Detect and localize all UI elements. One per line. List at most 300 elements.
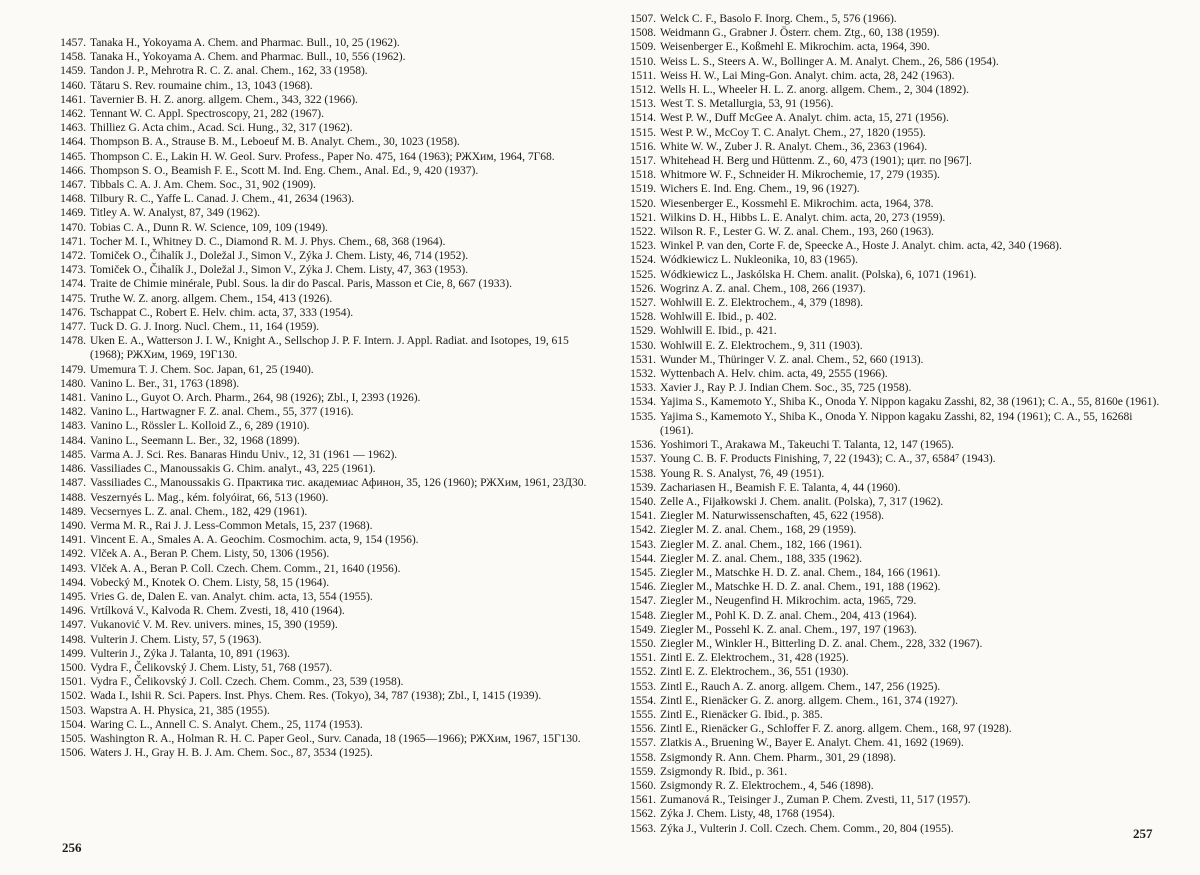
reference-entry [618,566,1163,580]
reference-number: 1530 . [618,339,656,353]
reference-text: Thilliez G. Acta chim., Acad. Sci. Hung., 32, 317 (1962). [90,121,353,135]
reference-text: Wohlwill E. Z. Elektrochem., 4, 379 (1898). [660,296,863,310]
reference-text: Verma M. R., Rai J. J. Less-Common Metals, 15, 237 (1968). [90,518,373,532]
reference-entry [618,140,1163,154]
reference-number: 1465 . [48,150,86,164]
reference-text: Zintl E., Rienäcker G. Ibid., p. 385. [660,707,823,721]
reference-number: 1479 . [48,363,86,377]
reference-entry [618,594,1163,608]
reference-number: 1494 . [48,576,86,590]
reference-text: Ziegler M., Pohl K. D. Z. anal. Chem., 204, 413 (1964). [660,608,917,622]
reference-entry [48,306,593,320]
reference-number: 1505 . [48,732,86,746]
reference-number: 1478 . [48,334,86,348]
reference-text: Truthe W. Z. anorg. allgem. Chem., 154, 413 (1926). [90,291,333,305]
reference-number: 1496 . [48,604,86,618]
reference-entry [618,12,1163,26]
reference-number: 1510 . [618,55,656,69]
reference-entry [618,310,1163,324]
reference-text: Wells H. L., Wheeler H. L. Z. anorg. allgem. Chem., 2, 304 (1892). [660,83,969,97]
reference-text: Tuck D. G. J. Inorg. Nucl. Chem., 11, 164 (1959). [90,320,319,334]
reference-text: Whitmore W. F., Schneider H. Mikrochemie, 17, 279 (1935). [660,168,940,182]
reference-text: Zsigmondy R. Ann. Chem. Pharm., 301, 29 (1898). [660,750,896,764]
reference-entry [618,26,1163,40]
reference-text: Zintl E. Z. Elektrochem., 36, 551 (1930). [660,665,849,679]
reference-number: 1509 . [618,40,656,54]
reference-entry [618,253,1163,267]
reference-number: 1531 . [618,353,656,367]
reference-entry [618,523,1163,537]
reference-entry [618,55,1163,69]
reference-entry [48,633,593,647]
reference-number: 1517 . [618,154,656,168]
reference-text: Zachariasen H., Beamish F. E. Talanta, 4, 44 (1960). [660,480,901,494]
reference-text: Tobias C. A., Dunn R. W. Science, 109, 109 (1949). [90,220,328,234]
reference-entry [618,509,1163,523]
reference-text: Zintl E., Rauch A. Z. anorg. allgem. Chem., 147, 256 (1925). [660,679,941,693]
reference-text: Weidmann G., Grabner J. Österr. chem. Ztg., 60, 138 (1959). [660,26,940,40]
reference-entry [618,623,1163,637]
reference-number: 1557 . [618,736,656,750]
reference-text: Vanino L., Guyot O. Arch. Pharm., 264, 98 (1926); Zbl., I, 2393 (1926). [90,391,421,405]
reference-entry [48,263,593,277]
reference-text: Winkel P. van den, Corte F. de, Speecke A., Hoste J. Analyt. chim. acta, 42, 340 (1968). [660,239,1062,253]
reference-number: 1481 . [48,391,86,405]
reference-number: 1553 . [618,680,656,694]
reference-text: Umemura T. J. Chem. Soc. Japan, 61, 25 (1940). [90,362,314,376]
reference-entry [618,467,1163,481]
reference-text: Wunder M., Thüringer V. Z. anal. Chem., 52, 660 (1913). [660,352,924,366]
reference-number: 1518 . [618,168,656,182]
reference-entry [618,538,1163,552]
reference-entry [48,647,593,661]
reference-number: 1484 . [48,434,86,448]
reference-entry [48,419,593,433]
reference-entry [618,452,1163,466]
left-page-number: 256 [62,840,82,855]
reference-number: 1488 . [48,491,86,505]
reference-entry [48,135,593,149]
reference-text: Tibbals C. A. J. Am. Chem. Soc., 31, 902 (1909). [90,178,316,192]
reference-entry [618,211,1163,225]
reference-text: Yoshimori T., Arakawa M., Takeuchi T. Talanta, 12, 147 (1965). [660,438,954,452]
reference-text: West P. W., Duff McGee A. Analyt. chim. acta, 15, 271 (1956). [660,111,949,125]
reference-number: 1543 . [618,538,656,552]
reference-text: Wiesenberger E., Kossmehl E. Mikrochim. acta, 1964, 378. [660,196,934,210]
reference-number: 1464 . [48,135,86,149]
reference-entry [48,547,593,561]
reference-number: 1551 . [618,651,656,665]
reference-text: West P. W., McCoy T. C. Analyt. Chem., 27, 1820 (1955). [660,125,926,139]
reference-text: Vecsernyes L. Z. anal. Chem., 182, 429 (1961). [90,504,308,518]
reference-number: 1559 . [618,765,656,779]
reference-entry [618,637,1163,651]
reference-entry [48,533,593,547]
reference-text: Vulterin J. Chem. Listy, 57, 5 (1963). [90,632,262,646]
reference-number: 1516 . [618,140,656,154]
reference-number: 1521 . [618,211,656,225]
reference-text: Vassiliades C., Manoussakis G. Chim. analyt., 43, 225 (1961). [90,462,376,476]
reference-entry [618,708,1163,722]
reference-text: Ziegler M., Matschke H. D. Z. anal. Chem., 184, 166 (1961). [660,565,941,579]
reference-text: Tschappat C., Robert E. Helv. chim. acta, 37, 333 (1954). [90,305,354,319]
reference-entry [618,268,1163,282]
reference-text: Tanaka H., Yokoyama A. Chem. and Pharmac. Bull., 10, 556 (1962). [90,50,406,64]
reference-text: Thompson B. A., Strause B. M., Leboeuf M. B. Analyt. Chem., 30, 1023 (1958). [90,135,460,149]
reference-number: 1492 . [48,547,86,561]
reference-text: Titley A. W. Analyst, 87, 349 (1962). [90,206,261,220]
reference-number: 1541 . [618,509,656,523]
reference-text: Vydra F., Čelikovský J. Chem. Listy, 51, 768 (1957). [90,660,333,674]
reference-text: Ziegler M. Z. anal. Chem., 168, 29 (1959). [660,523,857,537]
reference-number: 1523 . [618,239,656,253]
right-page-column [618,12,1163,836]
left-page-column [48,36,593,760]
reference-entry [48,661,593,675]
reference-text: Zlatkis A., Bruening W., Bayer E. Analyt. Chem. 41, 1692 (1969). [660,736,964,750]
reference-entry [618,680,1163,694]
reference-number: 1473 . [48,263,86,277]
reference-number: 1458 . [48,50,86,64]
reference-entry [48,121,593,135]
reference-text: Vanino L., Seemann L. Ber., 32, 1968 (1899). [90,433,300,447]
reference-text: Tomiček O., Čihalík J., Doležal J., Simon V., Zýka J. Chem. Listy, 46, 714 (1952). [90,249,469,263]
reference-number: 1514 . [618,111,656,125]
reference-text: Waring C. L., Annell C. S. Analyt. Chem., 25, 1174 (1953). [90,717,363,731]
reference-text: Weisenberger E., Koßmehl E. Mikrochim. acta, 1964, 390. [660,40,930,54]
reference-entry [618,410,1163,438]
reference-number: 1513 . [618,97,656,111]
reference-text: Tomiček O., Čihalík J., Doležal J., Simon V., Zýka J. Chem. Listy, 47, 363 (1953). [90,263,469,277]
reference-text: Vydra F., Čelikovský J. Coll. Czech. Chem. Comm., 23, 539 (1958). [90,675,404,689]
reference-entry [618,296,1163,310]
reference-number: 1548 . [618,609,656,623]
reference-text: Wogrinz A. Z. anal. Chem., 108, 266 (1937). [660,281,866,295]
reference-entry [618,381,1163,395]
reference-entry [618,552,1163,566]
reference-text: Wichers E. Ind. Eng. Chem., 19, 96 (1927). [660,182,860,196]
reference-number: 1477 . [48,320,86,334]
reference-entry [48,519,593,533]
reference-number: 1562 . [618,807,656,821]
reference-entry [618,126,1163,140]
reference-entry [48,604,593,618]
reference-entry [48,448,593,462]
reference-entry [48,562,593,576]
reference-number: 1501 . [48,675,86,689]
reference-number: 1550 . [618,637,656,651]
reference-entry [48,363,593,377]
reference-number: 1466 . [48,164,86,178]
reference-number: 1480 . [48,377,86,391]
reference-text: Wódkiewicz L. Nukleonika, 10, 83 (1965). [660,253,858,267]
reference-entry [48,491,593,505]
reference-entry [48,150,593,164]
reference-entry [618,324,1163,338]
reference-entry [48,107,593,121]
reference-text: Thompson C. E., Lakin H. W. Geol. Surv. Profess., Paper No. 475, 164 (1963); РЖХим, 1964, 7Г68. [90,149,555,163]
reference-entry [48,405,593,419]
reference-entry [618,765,1163,779]
reference-number: 1528 . [618,310,656,324]
reference-text: Uken E. A., Watterson J. I. W., Knight A., Sellschop J. P. F. Intern. J. Appl. Radiat. and Isotopes, 19, 615 (1968); РЖХим, 1969, 19Г130. [90,334,569,362]
reference-entry [618,609,1163,623]
reference-number: 1522 . [618,225,656,239]
reference-number: 1549 . [618,623,656,637]
reference-number: 1491 . [48,533,86,547]
reference-entry [618,69,1163,83]
reference-text: Vobecký M., Knotek O. Chem. Listy, 58, 15 (1964). [90,575,330,589]
reference-text: Zintl E., Rienäcker G., Schloffer F. Z. anorg. allgem. Chem., 168, 97 (1928). [660,722,1012,736]
reference-number: 1459 . [48,64,86,78]
reference-entry [618,225,1163,239]
reference-number: 1474 . [48,277,86,291]
reference-entry [48,746,593,760]
reference-text: Tanaka H., Yokoyama A. Chem. and Pharmac. Bull., 10, 25 (1962). [90,36,400,49]
reference-text: Tennant W. C. Appl. Spectroscopy, 21, 282 (1967). [90,107,324,121]
reference-text: Zintl E., Rienäcker G. Z. anorg. allgem. Chem., 161, 374 (1927). [660,693,958,707]
reference-number: 1467 . [48,178,86,192]
reference-number: 1533 . [618,381,656,395]
reference-number: 1475 . [48,292,86,306]
reference-number: 1485 . [48,448,86,462]
reference-number: 1497 . [48,618,86,632]
reference-text: Vlček A. A., Beran P. Chem. Listy, 50, 1306 (1956). [90,547,330,561]
reference-number: 1476 . [48,306,86,320]
reference-number: 1555 . [618,708,656,722]
reference-number: 1504 . [48,718,86,732]
reference-text: Wohlwill E. Ibid., p. 421. [660,324,777,338]
reference-entry [48,192,593,206]
reference-text: Wohlwill E. Z. Elektrochem., 9, 311 (1903). [660,338,863,352]
reference-number: 1498 . [48,633,86,647]
reference-number: 1468 . [48,192,86,206]
reference-text: Ziegler M., Winkler H., Bitterling D. Z. anal. Chem., 228, 332 (1967). [660,636,983,650]
reference-number: 1470 . [48,221,86,235]
reference-number: 1529 . [618,324,656,338]
reference-entry [618,197,1163,211]
reference-number: 1526 . [618,282,656,296]
reference-number: 1507 . [618,12,656,26]
reference-number: 1490 . [48,519,86,533]
reference-entry [618,481,1163,495]
reference-text: Zumanová R., Teisinger J., Zuman P. Chem. Zvesti, 11, 517 (1957). [660,793,971,807]
reference-number: 1483 . [48,419,86,433]
reference-entry [48,618,593,632]
reference-entry [48,235,593,249]
reference-number: 1556 . [618,722,656,736]
reference-entry [618,40,1163,54]
reference-text: Zsigmondy R. Z. Elektrochem., 4, 546 (1898). [660,778,874,792]
reference-entry [618,353,1163,367]
reference-number: 1546 . [618,580,656,594]
reference-text: Thompson S. O., Beamish F. E., Scott M. Ind. Eng. Chem., Anal. Ed., 9, 420 (1937). [90,163,479,177]
reference-text: Wilson R. F., Lester G. W. Z. anal. Chem., 193, 260 (1963). [660,225,934,239]
reference-entry [48,277,593,291]
reference-text: Vrtílková V., Kalvoda R. Chem. Zvesti, 18, 410 (1964). [90,604,345,618]
reference-number: 1560 . [618,779,656,793]
reference-entry [618,168,1163,182]
reference-entry [48,50,593,64]
reference-text: Young R. S. Analyst, 76, 49 (1951). [660,466,825,480]
reference-number: 1537 . [618,452,656,466]
reference-number: 1558 . [618,751,656,765]
reference-number: 1457 . [48,36,86,50]
reference-number: 1542 . [618,523,656,537]
reference-entry [48,434,593,448]
reference-text: Young C. B. F. Products Finishing, 7, 22 (1943); C. A., 37, 6584⁷ (1943). [660,452,996,466]
reference-text: Ziegler M. Z. anal. Chem., 182, 166 (1961). [660,537,862,551]
reference-text: Tătaru S. Rev. roumaine chim., 13, 1043 (1968). [90,78,313,92]
reference-entry [618,83,1163,97]
reference-entry [48,689,593,703]
reference-number: 1534 . [618,395,656,409]
reference-number: 1460 . [48,79,86,93]
reference-number: 1545 . [618,566,656,580]
reference-number: 1462 . [48,107,86,121]
reference-text: Waters J. H., Gray H. B. J. Am. Chem. Soc., 87, 3534 (1925). [90,746,373,760]
reference-text: Vukanović V. M. Rev. univers. mines, 15, 390 (1959). [90,618,338,632]
reference-number: 1563 . [618,822,656,836]
reference-entry [48,505,593,519]
reference-entry [48,64,593,78]
reference-entry [48,249,593,263]
reference-number: 1519 . [618,182,656,196]
reference-entry [618,736,1163,750]
reference-text: Wapstra A. H. Physica, 21, 385 (1955). [90,703,270,717]
reference-entry [618,807,1163,821]
reference-text: Varma A. J. Sci. Res. Banaras Hindu Univ., 12, 31 (1961 — 1962). [90,447,398,461]
reference-number: 1461 . [48,93,86,107]
reference-entry [618,694,1163,708]
reference-entry [618,97,1163,111]
reference-text: West T. S. Metallurgia, 53, 91 (1956). [660,97,834,111]
reference-number: 1506 . [48,746,86,760]
reference-entry [48,334,593,362]
reference-text: Vincent E. A., Smales A. A. Geochim. Cosmochim. acta, 9, 154 (1956). [90,533,419,547]
reference-number: 1515 . [618,126,656,140]
reference-number: 1525 . [618,268,656,282]
reference-number: 1482 . [48,405,86,419]
right-page-number: 257 [1133,826,1153,841]
reference-entry [48,732,593,746]
reference-entry [618,751,1163,765]
reference-text: Wohlwill E. Ibid., p. 402. [660,310,777,324]
reference-text: Zelle A., Fijałkowski J. Chem. analit. (Polska), 7, 317 (1962). [660,494,944,508]
reference-entry [618,395,1163,409]
reference-number: 1463 . [48,121,86,135]
reference-text: Vassiliades C., Manoussakis G. Практика тис. академиас Афинон, 35, 126 (1960); РЖХим, 1961, 23Д30. [90,476,587,490]
reference-entry [618,779,1163,793]
reference-number: 1547 . [618,594,656,608]
reference-entry [618,182,1163,196]
reference-text: Vlček A. A., Beran P. Coll. Czech. Chem. Comm., 21, 1640 (1956). [90,561,401,575]
reference-number: 1512 . [618,83,656,97]
reference-entry [48,93,593,107]
reference-number: 1511 . [618,69,656,83]
reference-text: Weiss L. S., Steers A. W., Bollinger A. M. Analyt. Chem., 26, 586 (1954). [660,54,999,68]
reference-entry [618,651,1163,665]
reference-text: Wilkins D. H., Hibbs L. E. Analyt. chim. acta, 20, 273 (1959). [660,210,946,224]
reference-entry [48,164,593,178]
reference-entry [48,675,593,689]
reference-entry [618,239,1163,253]
reference-text: Vanino L. Ber., 31, 1763 (1898). [90,376,240,390]
reference-number: 1472 . [48,249,86,263]
reference-number: 1536 . [618,438,656,452]
reference-text: Zýka J. Chem. Listy, 48, 1768 (1954). [660,807,835,821]
reference-entry [618,722,1163,736]
reference-text: Yajima S., Kamemoto Y., Shiba K., Onoda Y. Nippon kagaku Zasshi, 82, 194 (1961); C. A., 55, 16268i (1961). [660,409,1133,437]
reference-number: 1500 . [48,661,86,675]
reference-text: Zýka J., Vulterin J. Coll. Czech. Chem. Comm., 20, 804 (1955). [660,821,954,835]
reference-text: Vanino L., Hartwagner F. Z. anal. Chem., 55, 377 (1916). [90,405,354,419]
reference-number: 1520 . [618,197,656,211]
reference-entry [48,704,593,718]
reference-text: Washington R. A., Holman R. H. C. Paper Geol., Surv. Canada, 18 (1965—1966); РЖХим, 1967, 15Г130. [90,731,581,745]
reference-text: Tavernier B. H. Z. anorg. allgem. Chem., 343, 322 (1966). [90,92,358,106]
reference-entry [618,154,1163,168]
reference-number: 1489 . [48,505,86,519]
reference-entry [48,377,593,391]
reference-entry [618,438,1163,452]
reference-number: 1538 . [618,467,656,481]
reference-number: 1554 . [618,694,656,708]
reference-entry [618,367,1163,381]
reference-entry [48,206,593,220]
reference-number: 1495 . [48,590,86,604]
reference-text: Tandon J. P., Mehrotra R. C. Z. anal. Chem., 162, 33 (1958). [90,64,368,78]
reference-entry [48,320,593,334]
reference-number: 1561 . [618,793,656,807]
reference-text: Vanino L., Rössler L. Kolloid Z., 6, 289 (1910). [90,419,310,433]
reference-entry [618,665,1163,679]
reference-text: Ziegler M., Neugenfind H. Mikrochim. acta, 1965, 729. [660,594,917,608]
reference-entry [48,79,593,93]
reference-number: 1487 . [48,476,86,490]
reference-entry [618,580,1163,594]
reference-number: 1503 . [48,704,86,718]
reference-number: 1508 . [618,26,656,40]
reference-entry [618,822,1163,836]
reference-number: 1524 . [618,253,656,267]
reference-text: Zsigmondy R. Ibid., p. 361. [660,764,788,778]
reference-text: Weiss H. W., Lai Ming-Gon. Analyt. chim. acta, 28, 242 (1963). [660,68,955,82]
reference-entry [48,292,593,306]
reference-entry [48,476,593,490]
reference-text: Zintl E. Z. Elektrochem., 31, 428 (1925). [660,651,849,665]
reference-text: White W. W., Zuber J. R. Analyt. Chem., 36, 2363 (1964). [660,139,928,153]
reference-text: Traite de Chimie minérale, Publ. Sous. la dir do Pascal. Paris, Masson et Cie, 8, 667 (1933). [90,277,512,291]
reference-number: 1469 . [48,206,86,220]
reference-number: 1493 . [48,562,86,576]
reference-entry [618,339,1163,353]
reference-number: 1532 . [618,367,656,381]
reference-text: Tilbury R. C., Yaffe L. Canad. J. Chem., 41, 2634 (1963). [90,192,355,206]
reference-number: 1502 . [48,689,86,703]
reference-entry [48,462,593,476]
reference-entry [48,576,593,590]
reference-text: Ziegler M., Matschke H. D. Z. anal. Chem., 191, 188 (1962). [660,580,941,594]
reference-entry [48,36,593,50]
reference-number: 1471 . [48,235,86,249]
reference-number: 1539 . [618,481,656,495]
reference-text: Whitehead H. Berg und Hüttenm. Z., 60, 473 (1901); цит. по [967]. [660,154,972,168]
reference-number: 1544 . [618,552,656,566]
reference-text: Ziegler M. Naturwissenschaften, 45, 622 (1958). [660,509,884,523]
reference-entry [618,495,1163,509]
reference-number: 1552 . [618,665,656,679]
